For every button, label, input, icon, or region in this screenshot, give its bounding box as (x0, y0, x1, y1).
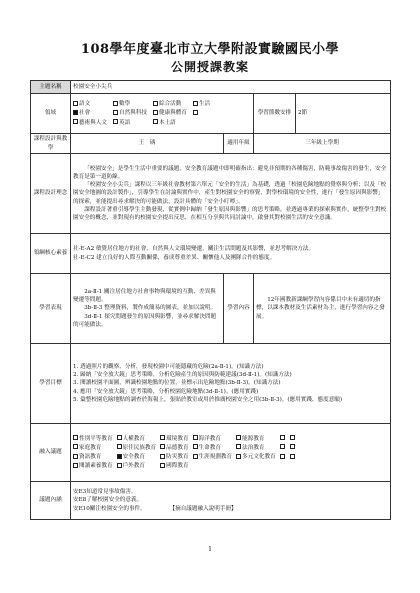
content-paragraph: 12年國教新課綱學習內容係目中未有適切的指標，以課本教材及生活素材為主，進行學習內容之發展。 (256, 297, 385, 320)
checkbox[interactable] (153, 119, 158, 124)
topic-value: 校園安全小尖兵 (71, 81, 391, 94)
concept-text (71, 154, 391, 234)
issue-option-label: 海洋教育 (198, 435, 221, 442)
issue-option-label: 國際教育 (166, 463, 189, 470)
issue-option[interactable] (236, 444, 276, 452)
page-number: 1 (208, 546, 212, 553)
checkbox[interactable] (153, 110, 158, 115)
domain-option-label: 藝術與人文 (79, 119, 107, 126)
checkbox[interactable] (193, 101, 198, 106)
checkbox[interactable] (236, 454, 241, 459)
checked-checkbox[interactable] (73, 110, 78, 115)
checkbox[interactable] (290, 435, 295, 440)
issue-option[interactable] (117, 435, 157, 443)
checkbox[interactable] (153, 101, 158, 106)
checkbox[interactable] (160, 444, 165, 449)
issue-option-label: 生涯規劃教育 (198, 454, 233, 460)
checkbox[interactable] (193, 454, 198, 459)
checkbox[interactable] (113, 119, 118, 124)
grade-value: 三年級上學期 (254, 134, 391, 154)
issue-option[interactable] (280, 444, 286, 452)
issue-option[interactable] (117, 462, 157, 470)
issue-option-label: 家庭教育 (79, 444, 102, 451)
objective-item: 3. 閱讀校園平面圖，辨識校園地點的位置，並標示出危險地點(3b-Ⅱ-3)。(知識方法) (73, 380, 281, 387)
domain-option[interactable] (113, 100, 147, 108)
objective-item: 1. 透過照片的觀察、分析，發現校園中可能隱藏的危險(2a-Ⅱ-1)。(知識方法) (73, 364, 264, 371)
issue-desc-line: 安E8了解校園安全的意義。 (73, 497, 143, 504)
issue-option[interactable] (160, 435, 188, 443)
checkbox[interactable] (113, 110, 118, 115)
checkbox[interactable] (193, 444, 198, 449)
core-item: 社-E-A2 敏覺居住地方的社會、自然與人文環境變遷，關注生活問題及其影響，並思考解決方法。 (73, 246, 315, 253)
domain-option-label: 數學 (118, 101, 131, 108)
core-label: 領綱核心素養 (31, 234, 71, 274)
document-subtitle: 公開授課教案 (170, 60, 249, 74)
issue-option[interactable] (193, 444, 233, 452)
checkbox[interactable] (73, 119, 78, 124)
issue-desc-text (71, 482, 391, 520)
issue-option[interactable] (160, 453, 188, 461)
checkbox[interactable] (117, 435, 122, 440)
checkbox[interactable] (73, 444, 78, 449)
domain-option-label: 綜合活動 (158, 101, 182, 108)
domain-option[interactable] (153, 100, 187, 108)
performance-item: 3d-Ⅱ-1 探究問題發生的原因與影響，並尋求解決問題的可能做法。 (73, 313, 217, 328)
sessions-label: 學習節數安排 (254, 94, 296, 134)
domain-option-label: 語文 (79, 101, 91, 108)
issue-option-label: 多元文化教育 (242, 454, 276, 460)
issue-option[interactable] (236, 453, 276, 461)
concept-label: 課程設計理念 (31, 154, 71, 234)
checkbox[interactable] (160, 463, 165, 468)
performance-label: 學習表現 (31, 274, 71, 344)
domain-option[interactable] (73, 100, 107, 108)
objective-item: 2. 歸納「安全放大鏡」思考策略，分析危險產生的原因與防範建議(3d-Ⅱ-1)。(知識方法) (73, 372, 292, 379)
concept-paragraph: 「校園安全」是學生生活中重要的議題，安全教育議題中即明確指出：避免非預期的各種傷害，防範事故傷害的發生，安全教育是第一道防線。 (73, 166, 387, 181)
domain-option[interactable] (113, 119, 147, 127)
issue-option-label: 性別平等教育 (79, 435, 113, 442)
issue-option[interactable] (117, 444, 157, 452)
checkbox[interactable] (117, 444, 122, 449)
checked-checkbox[interactable] (117, 454, 122, 459)
domain-option[interactable] (153, 119, 187, 127)
issue-option[interactable] (280, 435, 286, 443)
objectives-list (71, 344, 391, 424)
checkbox[interactable] (193, 435, 198, 440)
designer-label: 課程設計與教學 (31, 134, 71, 154)
performance-item: 3b-Ⅱ-3 整理資料，製作成簡易的圖表，並加以說明。 (84, 305, 217, 312)
domain-label: 領域 (31, 94, 71, 134)
document-title: 108學年度臺北市立大學附設實驗國民小學 (80, 42, 340, 57)
issue-option-label: 品德教育 (166, 444, 189, 451)
issue-option[interactable] (193, 453, 233, 461)
objectives-label: 學習目標 (31, 344, 71, 424)
checkbox[interactable] (280, 435, 285, 440)
issue-option-label: 安全教育 (122, 454, 145, 460)
issue-desc-label: 議題內涵 (31, 482, 71, 520)
grade-label: 適用年級 (224, 134, 254, 154)
issue-option-label: 能源教育 (242, 435, 265, 442)
domain-option-label: 社會 (79, 110, 91, 117)
checkbox[interactable] (160, 454, 165, 459)
issue-option-label: 生命教育 (198, 444, 221, 451)
checkbox[interactable] (73, 101, 78, 106)
domain-option-label: 自然與科技 (118, 110, 147, 117)
issue-option-label: 閱讀素養教育 (79, 463, 113, 470)
domain-option-label: 英語 (118, 119, 131, 126)
checkbox[interactable] (117, 463, 122, 468)
concept-paragraph: 課程設計著重引導學生主動發現，從實例中歸納「發生原因與影響」的思考策略，並透過專業的探索與實作，統整學生對校園安全的概念，並對現有的校園安全提出反思，在相互分享與共同討論中，啟發其對校園生活的安全意識。 (73, 206, 387, 221)
issue-option[interactable] (290, 444, 296, 452)
issue-option[interactable] (290, 435, 296, 443)
issue-option-label: 法治教育 (242, 444, 265, 451)
domain-option[interactable] (73, 109, 107, 117)
issue-option[interactable] (236, 435, 276, 443)
issue-option[interactable] (160, 462, 188, 470)
domain-option-label: 本土語 (158, 119, 176, 126)
issue-option[interactable] (73, 453, 113, 461)
lesson-plan-table (30, 80, 391, 520)
domain-option[interactable] (113, 109, 147, 117)
domain-option[interactable] (153, 109, 187, 117)
sessions-value: 2節 (296, 94, 391, 134)
domain-option[interactable] (73, 119, 107, 127)
issue-desc-line (73, 505, 388, 513)
core-item: 社-E-C2 建立良好的人際互動關係，養成尊重差異、關懷他人及團隊合作的態度。 (73, 254, 276, 261)
domain-option[interactable] (193, 100, 210, 108)
issue-option[interactable] (290, 453, 296, 461)
checkbox[interactable] (160, 435, 165, 440)
domain-options (71, 94, 254, 134)
checkbox[interactable] (73, 454, 78, 459)
checkbox[interactable] (73, 435, 78, 440)
checkbox[interactable] (280, 454, 285, 459)
objective-item: 5. 彙整校園危險地點的調查於海報上，張貼於教室或用於推廣校園安全之用(3b-Ⅱ-3)。(應用實踐、態度意願) (73, 396, 343, 403)
issue-desc-line: 安E3知道常見事故傷害。 (73, 489, 137, 496)
designer-name: 王 瑀 (71, 134, 224, 154)
issue-option[interactable] (73, 444, 113, 452)
domain-option[interactable] (193, 109, 210, 117)
issues-options (71, 424, 391, 482)
source-note: 【摘自議題融入說明手冊】 (169, 505, 237, 512)
issue-option[interactable] (73, 435, 113, 443)
checkbox[interactable] (290, 444, 295, 449)
checkbox[interactable] (193, 110, 198, 115)
issue-option-label: 人權教育 (122, 435, 145, 442)
domain-option-label: 健康與體育 (158, 110, 187, 117)
issue-desc-line-text: 安E10關注校園安全的事件。 (73, 505, 146, 512)
issue-option-label: 環境教育 (166, 435, 189, 442)
issues-label: 融入議題 (31, 424, 71, 482)
concept-paragraph: 「校園安全小尖兵」課程以三年級社會教材第六單元「安全的生活」為基礎，透過「校園危險地點的覺察與分析；以及「校園安全地圖的設計製作」，引導學生在討論與實作中，產生對校園安全的察覺，對學校環境的安全性，進行「發生原因與影響」的探索，並能提出尋求解決的可能做法，設計具體的「安全小叮嚀」。 (73, 182, 387, 205)
content-text (254, 274, 391, 344)
checkbox[interactable] (236, 444, 241, 449)
performance-item: 2a-Ⅱ-1 關注居住地方社會事物與環境的互動、差異與變遷等問題。 (73, 289, 216, 304)
performance-items (71, 274, 224, 344)
domain-option-label: 生活 (198, 101, 211, 108)
content-label: 學習內容 (224, 274, 254, 344)
issue-option-label: 防災教育 (166, 454, 189, 460)
issue-option-label: 資訊教育 (79, 454, 102, 460)
issue-option[interactable] (73, 462, 113, 470)
issue-option-label: 戶外教育 (122, 463, 145, 470)
core-items (71, 234, 391, 274)
issue-option[interactable] (117, 453, 157, 461)
issue-option-label: 原住民族教育 (122, 444, 157, 451)
checkbox[interactable] (113, 101, 118, 106)
issue-option[interactable] (193, 435, 233, 443)
checkbox[interactable] (290, 454, 295, 459)
issue-option[interactable] (160, 444, 188, 452)
topic-label: 主題名稱 (31, 81, 71, 94)
checkbox[interactable] (236, 435, 241, 440)
checkbox[interactable] (280, 444, 285, 449)
issue-option[interactable] (280, 453, 286, 461)
checkbox[interactable] (73, 463, 78, 468)
objective-item: 4. 應用「安全放大鏡」思考策略，分析校園危險地點(3d-Ⅱ-1)。(應用實踐) (73, 388, 259, 395)
